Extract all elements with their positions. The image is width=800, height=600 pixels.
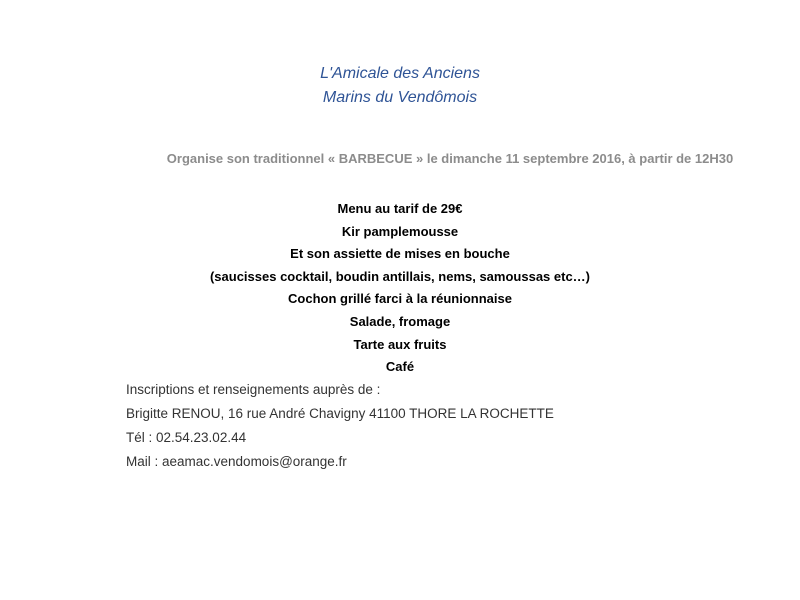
menu-item: (saucisses cocktail, boudin antillais, nems, samoussas etc…) bbox=[209, 268, 591, 284]
menu-item: Cochon grillé farci à la réunionnaise bbox=[288, 291, 512, 307]
intro-text: Organise son traditionnel « BARBECUE » le dimanche 11 septembre 2016, à partir de 12H30 bbox=[166, 151, 734, 166]
title-line-1: L'Amicale des Anciens bbox=[320, 65, 480, 82]
menu-item: Salade, fromage bbox=[349, 313, 451, 329]
contact-phone: Tél : 02.54.23.02.44 bbox=[126, 430, 247, 445]
contact-block bbox=[126, 378, 554, 474]
title-line-2: Marins du Vendômois bbox=[322, 89, 478, 106]
menu-item: Kir pamplemousse bbox=[341, 223, 459, 239]
menu-block bbox=[0, 198, 800, 379]
menu-item: Et son assiette de mises en bouche bbox=[290, 246, 510, 262]
menu-price: Menu au tarif de 29€ bbox=[337, 201, 463, 216]
contact-email: Mail : aeamac.vendomois@orange.fr bbox=[126, 454, 347, 469]
menu-item: Café bbox=[385, 359, 415, 375]
menu-item: Tarte aux fruits bbox=[353, 336, 447, 352]
contact-heading: Inscriptions et renseignements auprès de : bbox=[126, 382, 381, 397]
contact-address: Brigitte RENOU, 16 rue André Chavigny 41100 THORE LA ROCHETTE bbox=[126, 406, 554, 421]
